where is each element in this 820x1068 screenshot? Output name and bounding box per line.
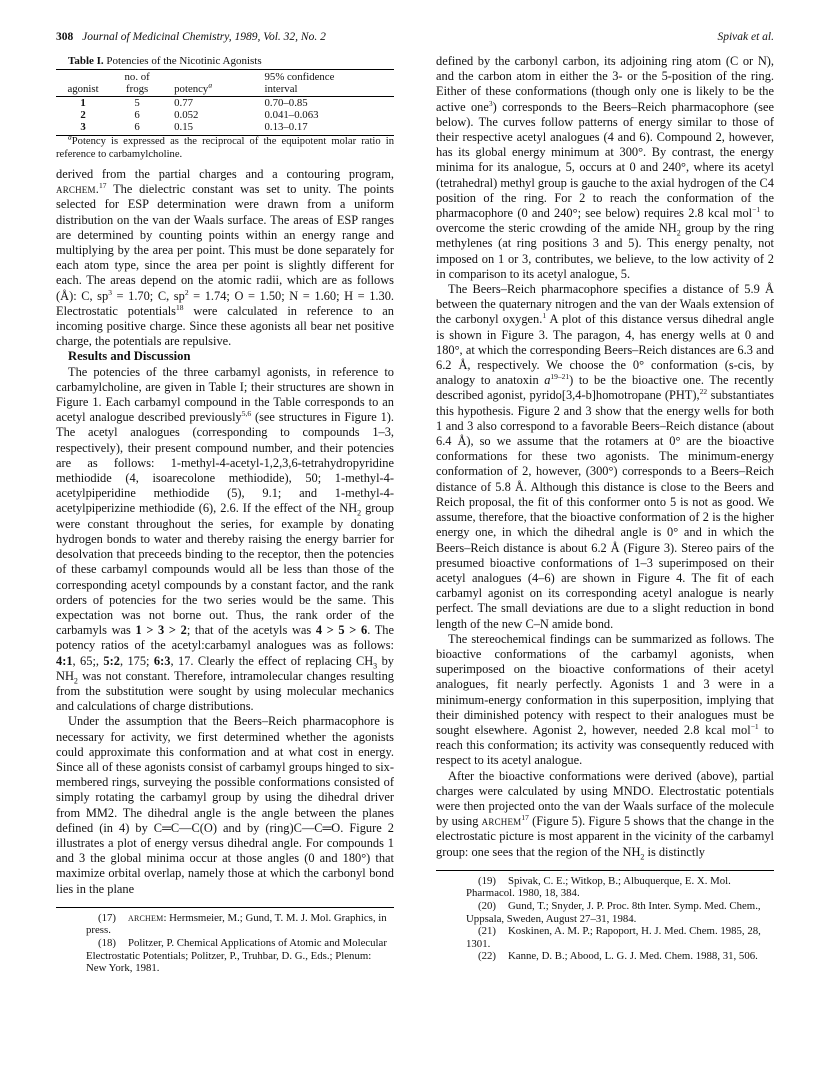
- summary-paragraph: The stereochemical findings can be summarized as follows. The bioactive conformations of the carbamyl agonists, when superimposed on the bioactive conformations of their acetyl analogues, fit nearly perfectly. Agonists 1 and 3 were in a minimum-energy conformation in this superposition, implying that their diminished potency with respect to their analogues must be sought elsewhere. Agonist 2, however, needed 2.8 kcal mol$^{-1}$ to reach this conformation; its activity was consequently reduced with respect to its acetyl analogue.: [436, 631, 774, 768]
- cell-frogs: 6: [110, 121, 164, 136]
- cell-agonist: 2: [80, 109, 86, 122]
- col-header-ci: 95% confidence interval: [264, 71, 335, 96]
- reference-item: (20) Gund, T.; Snyder, J. P. Proc. 8th Inter. Symp. Med. Chem., Uppsala, Sweden, August 27–31, 1984.: [466, 899, 761, 925]
- cell-potency: 0.77: [174, 97, 194, 110]
- table-header-row: [56, 70, 394, 97]
- header-left: [56, 30, 326, 44]
- references-right: [436, 870, 774, 963]
- col-header-frogs: no. of frogs: [124, 71, 150, 96]
- cell-ci: 0.70–0.85: [264, 97, 308, 110]
- col-header-potency: potency$^a$: [174, 80, 213, 96]
- potency-table: [56, 69, 394, 136]
- methods-paragraph: derived from the partial charges and a contouring program, archem.$^{17}$ The dielectric constant was set to unity. The points selected for ESP determination were drawn from a uniform distribution on the van der Waals surface. The areas of ESP ranges are determined by counting points within an energy range and multiplying by the area per point. This must be done separately for each atom type, since the area per point is slightly different for each. The areas depend on the atomic radii, which are as follows (Å): C, $sp^3 = 1.70$; C, $sp^2 = 1.74$; O = 1.50; N = 1.60; H = 1.30. Electrostatic potentials$^{18}$ were calculated in reference to an incoming positive charge. Since these agonists all bear net positive charge, the potentials are repulsive.: [56, 167, 395, 349]
- cell-agonist: 3: [56, 121, 110, 136]
- journal-citation: Journal of Medicinal Chemistry, 1989, Vol. 32, No. 2: [82, 31, 326, 43]
- table-label: Table I.: [68, 55, 104, 67]
- table-row: [56, 109, 394, 121]
- running-header: [56, 30, 774, 44]
- cell-ci: 0.041–0.063: [264, 109, 319, 122]
- reference-item: (22) Kanne, D. B.; Abood, L. G. J. Med. Chem. 1988, 31, 506.: [478, 950, 758, 963]
- references-left: [56, 907, 394, 975]
- reference-item: (21) Koskinen, A. M. P.; Rapoport, H. J. Med. Chem. 1985, 28, 1301.: [466, 925, 761, 950]
- cell-frogs: 5: [134, 97, 140, 110]
- pharmacophore-paragraph: The Beers–Reich pharmacophore specifies a distance of 5.9 Å between the quaternary nitrogen and the van der Waals extension of the carbonyl oxygen.$^1$ A plot of this distance versus dihedral angle is shown in Figure 3. The paragon, 4, has energy wells at 0 and 180°, at which the corresponding Beers–Reich distances are 6.3 and 6.2 Å, respectively. We choose the 0° conformation (s-cis, by analogy to anatoxin $a^{19-21}$) to be the bioactive one. The recently described agonist, pyrido[3,4-b]homotropane (PHT),$^{22}$ substantiates this hypothesis. Figure 2 and 3 show that the energy wells for both 1 and 3 also correspond to a favorable Beers–Reich distance (about 6.4 Å), so we assume that the rotamers at 0° are the bioactive conformations for these two agonists. The minimum-energy conformation of 2, however, (300°) corresponds to a Beers–Reich distance of 5.8 Å. Although this distance is close to the Beers and Reich proposal, the fit of this conformer onto 5 is not as good. We assume, therefore, that the bioactive conformation of 2 is the higher energy one, in which the dihedral angle is 0° and in which the Beers–Reich distance is about 6.2 Å (Figure 3). Stereo pairs of the presumed bioactive conformations of 1–3 superimposed on their acetyl analogues (4–6) are shown in Figure 4. The fit of each carbamyl agonist on its corresponding acetyl analogue is nearly perfect. The small deviations are due to a slight reduction in bond length of the new C–N amide bond.: [436, 282, 774, 631]
- cell-potency: 0.15: [164, 121, 238, 136]
- reference-item: (17) archem: Hermsmeier, M.; Gund, T. M. J. Mol. Graphics, in press.: [86, 911, 387, 937]
- cell-agonist: 1: [80, 97, 86, 110]
- left-column: [56, 54, 394, 975]
- table-footnote: $^a$Potency is expressed as the reciprocal of the equipotent molar ratio in reference to carbamylcholine.: [56, 132, 394, 160]
- col-header-agonist: agonist: [67, 83, 99, 96]
- section-heading: Results and Discussion: [68, 349, 191, 364]
- page-number: 308: [56, 31, 74, 43]
- two-column-body: [56, 54, 774, 975]
- reference-item: (19) Spivak, C. E.; Witkop, B.; Albuquerque, E. X. Mol. Pharmacol. 1980, 18, 384.: [466, 874, 731, 900]
- table-row: [56, 121, 394, 136]
- table-row: [56, 97, 394, 110]
- table-title: Potencies of the Nicotinic Agonists: [106, 55, 262, 67]
- results-paragraph: The potencies of the three carbamyl agonists, in reference to carbamylcholine, are given in Table I; their structures are shown in Figure 1. Each carbamyl compound in the Table corresponds to an acetyl analogue described previously$^{5,6}$ (see structures in Figure 1). The acetyl analogues (corresponding to compounds 1–3, respectively), their present compound number, and their potencies are as follows: 1-methyl-4-acetyl-1,2,3,6-tetrahydropyridine methiodide (4, isoarecolone methiodide), 50; 1-methyl-4-acetylpiperidine methiodide (5), 9.1; and 1-methyl-4-acetylpiperizine methiodide (6), 2.6. If the effect of the $NH_2$ group were constant throughout the series, for example by donating hydrogen bonds to water and thereby raising the energy barrier for desolvation that preceeds binding to the receptor, then the potencies of these carbamyl compounds would all be less than those of the corresponding acetyl compounds by a constant factor, and the rank orders of potencies for the two series would be the same. This expectation was not borne out. Thus, the rank order of the carbamyls was 1 > 3 > 2; that of the acetyls was 4 > 5 > 6. The potency ratios of the acetyl:carbamyl analogues was as follows: 4:1, 65;, 5:2, 175; 6:3, 17. Clearly the effect of replacing $CH_3$ by $NH_2$ was not constant. Therefore, intramolecular changes resulting from the substitution were sought by using molecular mechanics and calculations of charge distributions.: [56, 364, 394, 714]
- electrostatic-paragraph: After the bioactive conformations were derived (above), partial charges were calculated by using MNDO. Electrostatic potentials were then projected onto the van der Waals surface of the molecule by using archem$^{17}$ (Figure 5). Figure 5 shows that the change in the electrostatic picture is most apparent in the vicinity of the carbamyl group: one sees that the region of the $NH_2$ is distinctly: [436, 768, 775, 862]
- dihedral-paragraph: defined by the carbonyl carbon, its adjoining ring atom (C or N), and the carbon atom in either the 3- or the 5-position of the ring. Either of these conformations (though only one is likely to be the active one$^3$) corresponds to the Beers–Reich pharmacophore (see below). The curves follow patterns of energy similar to those of their respective acetyl analogues (4 and 6). Compound 2, however, has its global energy minimum at 300°. By contrast, the energy minima for its analogue, 5, occurs at 0 and 240°, where its acetyl (tetrahedral) methyl group is gauche to the axial hydrogen of the C4 position of the ring. For 2 to reach the conformation of the pharmacophore (0 and 240°; see below) requires 2.8 kcal mol$^{-1}$ to overcome the steric crowding of the amide $NH_2$ group by the ring methylenes (at ring positions 3 and 5). This energy penalty, not imposed on 1 or 3, contributes, we believe, to the low activity of 2 in comparison to its acetyl analogue, 5.: [436, 54, 774, 281]
- conformation-paragraph: Under the assumption that the Beers–Reich pharmacophore is necessary for activity, we first determined whether the agonists could approximate this conformation and at what cost in energy. Since all of these agonists consist of carbamyl groups hinged to six-membered rings, surveying the possible conformations consisted of simply rotating the carbamyl group by using the dihedral driver from MM2. The dihedral angle is the angle between the planes defined (in 4) by C═C—C(O) and by (ring)C—C═O. Figure 2 illustrates a plot of energy versus dihedral angle. For compounds 1 and 3 the global minima occur at those angles (0 and 180°) that maximize orbital overlap, namely those at which the carbonyl bond lies in the plane: [56, 714, 394, 896]
- cell-potency: 0.052: [174, 109, 199, 122]
- table-caption: [56, 54, 394, 69]
- cell-ci: 0.13–0.17: [239, 121, 394, 136]
- running-authors: Spivak et al.: [717, 31, 774, 43]
- right-column: [436, 54, 774, 975]
- cell-frogs: 6: [134, 109, 140, 122]
- reference-item: (18) Politzer, P. Chemical Applications of Atomic and Molecular Electrostatic Potentials; Politzer, P., Truhbar, D. G., Eds.; Plenum: New York, 1981.: [86, 936, 387, 975]
